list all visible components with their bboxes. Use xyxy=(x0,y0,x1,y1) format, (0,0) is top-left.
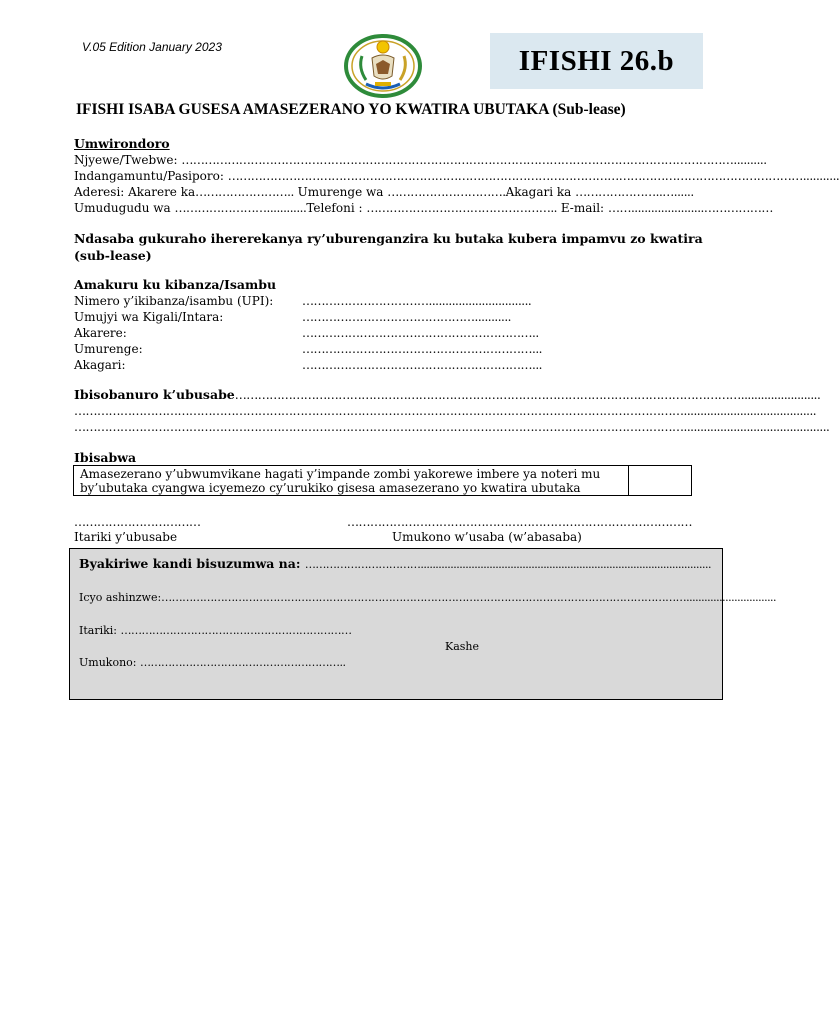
office-use-box xyxy=(69,548,777,700)
position-input-line[interactable]: …………………………………………………………………………………………………………………………………….............................. xyxy=(161,591,777,604)
address-field[interactable] xyxy=(74,184,694,200)
plot-province-input-line[interactable]: ………………………………………........... xyxy=(302,310,511,324)
village-contact-field[interactable] xyxy=(74,200,773,216)
attachments-heading: Ibisabwa xyxy=(74,450,137,465)
id-field[interactable] xyxy=(74,168,839,184)
form-number: IFISHI 26.b xyxy=(518,44,675,77)
plot-heading: Amakuru ku kibanza/Isambu xyxy=(74,277,277,292)
plot-cell-label: Akagari: xyxy=(74,358,126,372)
plot-upi-label: Nimero y’ikibanza/isambu (UPI): xyxy=(74,294,274,308)
attachments-table xyxy=(73,465,692,496)
received-by-input-line[interactable]: ……………………………................................................................................................. xyxy=(304,558,711,571)
sector-input-line[interactable]: …………………………. xyxy=(387,185,506,199)
office-date-label: Itariki: xyxy=(79,624,117,637)
description-label: Ibisobanuro k’ubusabe xyxy=(74,387,235,402)
id-input-line[interactable]: ……………………………………………………………………………………………………………………………………........... xyxy=(227,169,839,183)
address-label: Aderesi: Akarere ka xyxy=(74,185,196,199)
form-number-badge xyxy=(490,33,703,89)
village-label: Umudugudu wa xyxy=(74,201,171,215)
plot-province-label: Umujyi wa Kigali/Intara: xyxy=(74,310,224,324)
rwanda-coat-of-arms-icon xyxy=(342,34,424,98)
applicant-signature-label: Umukono w’usaba (w’abasaba) xyxy=(392,530,582,544)
office-signature-input-line[interactable]: ………………………………………………….. xyxy=(140,656,346,669)
name-input-line[interactable]: ……………………………………………………………………………………………………………………………….......... xyxy=(181,153,767,167)
email-label: E-mail: xyxy=(560,201,605,215)
position-field[interactable] xyxy=(79,591,777,604)
email-input-line[interactable]: ……......................……………… xyxy=(607,201,773,215)
edition-label: V.05 Edition January 2023 xyxy=(82,40,222,54)
cell-input-line[interactable]: …………………..…...... xyxy=(575,185,694,199)
request-statement: Ndasaba gukuraho ihererekanya ry’uburenganzira ku butaka kubera impamvu zo kwatira (sub-lease) xyxy=(74,231,703,263)
document-title: IFISHI ISABA GUSESA AMASEZERANO YO KWATIRA UBUTAKA (Sub-lease) xyxy=(76,101,626,118)
description-input-line-3[interactable]: ……………………………………………………………………………………………………………………………………………............................................ xyxy=(74,420,830,434)
plot-sector-label: Umurenge: xyxy=(74,342,143,356)
cell-label: Akagari ka xyxy=(505,185,572,199)
description-input-line-1[interactable]: ……………………………………………………………………………………………………………………........................ xyxy=(234,388,821,402)
position-label: Icyo ashinzwe: xyxy=(79,591,162,604)
sector-label: Umurenge wa xyxy=(297,185,384,199)
applicant-signature-input-line[interactable]: ……………………………………………………………………………… xyxy=(347,515,692,529)
request-date-label: Itariki y’ubusabe xyxy=(74,530,178,544)
description-field[interactable] xyxy=(74,387,821,402)
description-input-line-2[interactable]: ……………………………………………………………………………………………………………………………………………........................................ xyxy=(74,404,817,418)
id-label: Indangamuntu/Pasiporo: xyxy=(74,169,224,183)
request-date-input-line[interactable]: …………………………… xyxy=(74,515,201,529)
district-input-line[interactable]: …………………….. xyxy=(195,185,294,199)
office-signature-label: Umukono: xyxy=(79,656,137,669)
name-field[interactable] xyxy=(74,152,767,168)
plot-cell-input-line[interactable]: ……………………………………………………... xyxy=(302,358,542,372)
name-label: Njyewe/Twebwe: xyxy=(74,153,178,167)
plot-district-label: Akarere: xyxy=(74,326,127,340)
phone-input-line[interactable]: ………………………………………….. xyxy=(366,201,557,215)
identity-heading: Umwirondoro xyxy=(74,136,170,151)
received-by-field[interactable] xyxy=(79,556,711,571)
plot-upi-input-line[interactable]: ……………………………............................... xyxy=(302,294,532,308)
attachment-item: Amasezerano y’ubwumvikane hagati y’impande zombi yakorewe imbere ya noteri mu by’ubutaka cyangwa icyemezo cy’urukiko gisesa amasezerano yo kwatira ubutaka xyxy=(74,466,629,495)
stamp-label: Kashe xyxy=(445,640,480,653)
office-date-field[interactable] xyxy=(79,624,352,637)
phone-label: Telefoni : xyxy=(306,201,363,215)
attachment-checkbox[interactable] xyxy=(629,466,691,495)
office-date-input-line[interactable]: ………………………………………………………… xyxy=(120,624,352,637)
plot-district-input-line[interactable]: …………………………………………………….. xyxy=(302,326,539,340)
village-input-line[interactable]: ……………………............ xyxy=(174,201,307,215)
received-by-label: Byakiriwe kandi bisuzumwa na: xyxy=(79,556,301,571)
office-signature-field[interactable] xyxy=(79,656,346,669)
plot-sector-input-line[interactable]: ……………………………………………………... xyxy=(302,342,542,356)
